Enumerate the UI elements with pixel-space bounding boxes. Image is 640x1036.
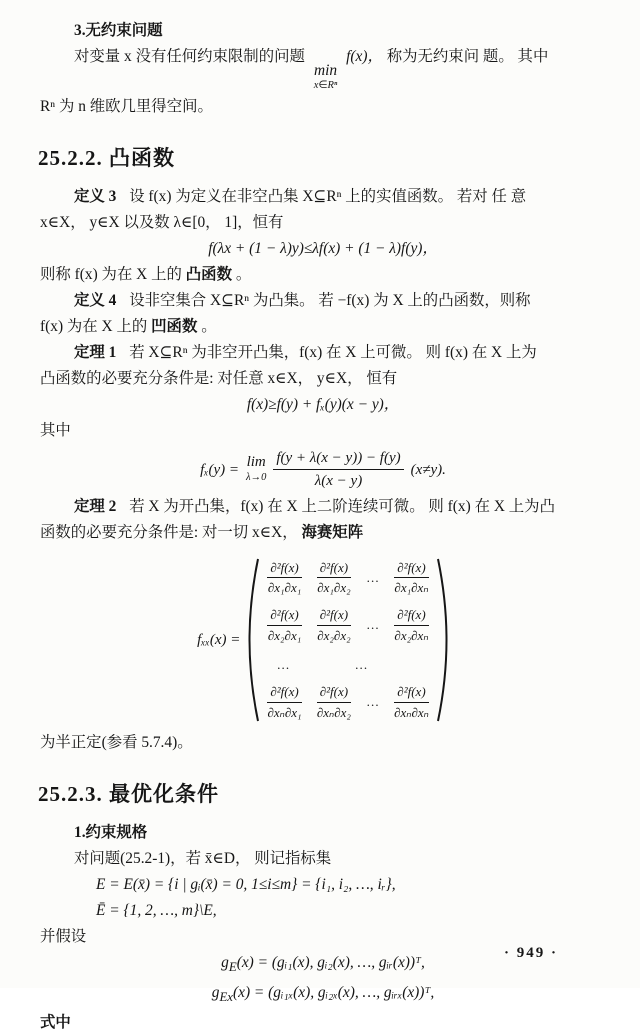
subscript-E: E <box>228 960 237 975</box>
assume-label: 并假设 <box>40 928 87 945</box>
definition-3-line1 <box>40 184 606 210</box>
paragraph-index-set-intro: 对问题(25.2-1)，若 x̄∈D， 则记指标集 <box>74 850 332 867</box>
cell-den: ∂x₁∂xₙ <box>394 580 429 596</box>
item-title-unconstrained: 3.无约束问题 <box>74 22 163 39</box>
lim-word: lim <box>246 454 266 471</box>
hessian-cell <box>267 684 301 720</box>
definition-3-label: 定义 3 <box>74 188 117 205</box>
symbol-g: g <box>221 954 229 971</box>
lim-subscript: λ→0 <box>246 472 267 484</box>
text-run: 函数的必要充分条件是: 对一切 x∈X， <box>40 524 298 541</box>
hessian-cell <box>267 607 301 643</box>
matrix-paren-right <box>436 556 449 724</box>
formula-gradient-inequality: f(x)≥f(y) + fₓ(y)(x − y)， <box>246 396 400 413</box>
cell-num: ∂²f(x) <box>317 684 351 703</box>
formula-index-set-E-bar: Ē = {1, 2, …, m}\E, <box>96 902 217 919</box>
condition-x-not-y: (x≠y). <box>410 461 446 478</box>
text-run: 称为无约束问 题。 其中 <box>386 48 549 65</box>
cell-num: ∂²f(x) <box>394 684 429 703</box>
term-concave-function: 凹函数 <box>151 318 198 335</box>
definition-3-line3 <box>40 262 606 288</box>
objective-function: f(x)， <box>346 48 383 65</box>
item-title-constraint-qualification: 1.约束规格 <box>74 824 148 841</box>
fraction-denominator: λ(x − y) <box>314 473 363 489</box>
definition-3-line2: x∈X， y∈X 以及数 λ∈[0， 1]，恒有 <box>40 214 284 231</box>
min-subscript: x∈Rⁿ <box>313 80 338 92</box>
theorem-2-line2 <box>40 520 606 546</box>
text-run: (x) = (gᵢ₁ₓ(x), gᵢ₂ₓ(x), …, gᵢᵣₓ(x))ᵀ, <box>233 984 435 1002</box>
theorem-1-line1 <box>40 340 606 366</box>
text-run: 对变量 x 没有任何约束限制的问题 <box>74 48 305 65</box>
cell-num: ∂²f(x) <box>317 607 351 626</box>
hessian-matrix <box>40 556 606 724</box>
definition-4-line2 <box>40 314 606 340</box>
theorem-1-line2: 凸函数的必要充分条件是: 对任意 x∈X， y∈X， 恒有 <box>40 370 398 387</box>
cell-den: ∂x₂∂x₂ <box>317 627 351 643</box>
formula-index-set-E: E = E(x̄) = {i | gᵢ(x̄) = 0, 1≤i≤m} = {i₁, i₂, …, iᵣ}, <box>96 876 396 893</box>
text-run: f(x) 为在 X 上的 <box>40 318 148 335</box>
symbol-g: g <box>211 984 220 1002</box>
paragraph-euclidean-space: Rⁿ 为 n 维欧几里得空间。 <box>40 98 213 115</box>
hessian-cell <box>317 684 351 720</box>
limit-operator <box>246 455 266 484</box>
where-label: 其中 <box>40 422 71 439</box>
text-run: 设 f(x) 为定义在非空凸集 X⊆Rⁿ 上的实值函数。 若对 任 意 <box>129 188 527 205</box>
text-run: 设非空集合 X⊆Rⁿ 为凸集。 若 −f(x) 为 X 上的凸函数，则称 <box>129 292 531 309</box>
fraction <box>273 449 403 490</box>
cell-den: ∂xₙ∂x₁ <box>267 704 302 720</box>
cell-den: ∂x₂∂x₁ <box>267 627 302 643</box>
cell-den: ∂xₙ∂x₂ <box>316 704 351 720</box>
formula-directional-derivative <box>40 449 606 490</box>
cell-num: ∂²f(x) <box>267 684 301 703</box>
term-convex-function: 凸函数 <box>185 266 232 283</box>
hessian-cell <box>317 607 351 643</box>
term-hessian-matrix: 海赛矩阵 <box>301 524 364 541</box>
hessian-cell <box>267 560 301 596</box>
semidefinite-note: 为半正定(参看 5.7.4)。 <box>40 734 193 751</box>
theorem-2-line1 <box>40 494 606 520</box>
where-label-2: 式中 <box>40 1014 71 1032</box>
cell-num: ∂²f(x) <box>317 560 351 579</box>
cell-num: ∂²f(x) <box>394 607 428 626</box>
fraction-numerator: f(y + λ(x − y)) − f(y) <box>273 449 403 470</box>
page-number: · 949 · <box>503 945 558 961</box>
hessian-grid <box>262 560 434 721</box>
cell-den: ∂xₙ∂xₙ <box>394 704 429 720</box>
definition-4-line1 <box>40 288 606 314</box>
formula-gEx <box>40 980 606 1010</box>
matrix-paren-left <box>247 556 260 724</box>
theorem-1-label: 定理 1 <box>74 344 117 361</box>
section-heading-optimality-conditions: 25.2.3. 最优化条件 <box>38 782 219 806</box>
hessian-cell <box>317 560 351 596</box>
ellipsis-row: … … <box>276 657 394 673</box>
subscript-Ex: Ex <box>219 990 233 1005</box>
cell-den: ∂x₁∂x₁ <box>267 580 302 596</box>
hessian-lhs: fₓₓ(x) = <box>197 631 241 648</box>
cell-num: ∂²f(x) <box>394 560 428 579</box>
ellipsis: … <box>366 569 380 585</box>
text-run: 。 <box>235 266 252 283</box>
cell-den: ∂x₂∂xₙ <box>394 627 429 643</box>
text-run: 若 X 为开凸集，f(x) 在 X 上二阶连续可微。 则 f(x) 在 X 上为凸 <box>129 498 555 515</box>
text-run: 则称 f(x) 为在 X 上的 <box>40 266 182 283</box>
theorem-2-label: 定理 2 <box>74 498 117 515</box>
min-word: min <box>313 62 338 79</box>
ellipsis: … <box>366 617 380 632</box>
formula-convexity-inequality: f(λx + (1 − λ)y)≤λf(x) + (1 − λ)f(y)， <box>208 240 438 257</box>
hessian-cell <box>394 560 428 596</box>
hessian-cell <box>394 607 428 643</box>
derivative-lhs: fₓ(y) = <box>200 461 240 478</box>
definition-4-label: 定义 4 <box>74 292 117 309</box>
cell-num: ∂²f(x) <box>267 560 301 579</box>
text-run: (x) = (gᵢ₁(x), gᵢ₂(x), …, gᵢᵣ(x))ᵀ, <box>236 954 425 971</box>
section-heading-convex-functions: 25.2.2. 凸函数 <box>38 146 175 170</box>
paragraph-unconstrained <box>40 44 606 92</box>
hessian-cell <box>394 684 429 720</box>
text-run: 。 <box>201 318 217 335</box>
cell-num: ∂²f(x) <box>267 607 301 626</box>
min-operator <box>314 63 338 92</box>
cell-den: ∂x₁∂x₂ <box>317 580 351 596</box>
ellipsis: … <box>366 694 380 710</box>
text-run: 若 X⊆Rⁿ 为非空开凸集，f(x) 在 X 上可微。 则 f(x) 在 X 上为 <box>129 344 537 361</box>
